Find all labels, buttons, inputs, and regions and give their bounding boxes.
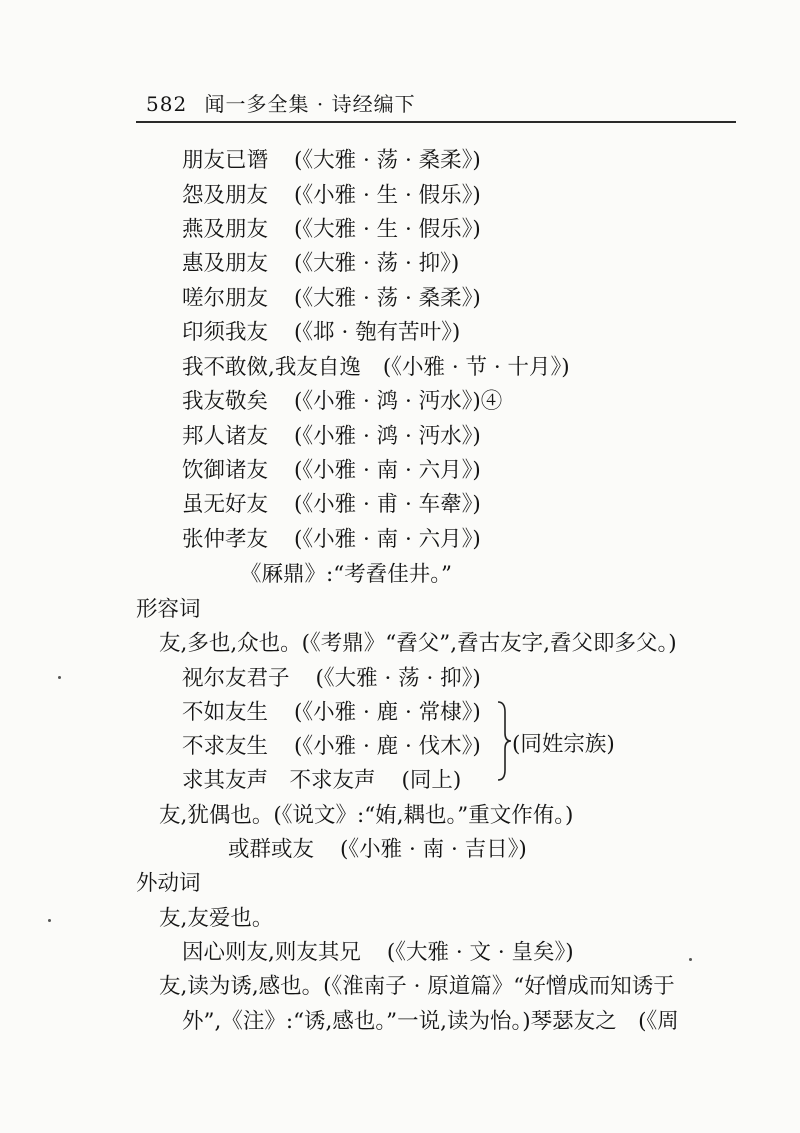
- citation-source: (《小雅 · 鸿 · 沔水》)④: [294, 389, 503, 414]
- citation-source: (《小雅 · 节 · 十月》): [382, 355, 570, 380]
- citation-source: (《大雅 · 荡 · 抑》): [294, 251, 460, 276]
- citation-source: (《小雅 · 生 · 假乐》): [294, 183, 481, 208]
- citation-phrase: 或群或友: [228, 837, 315, 862]
- citation-source: (《大雅 · 荡 · 抑》): [315, 666, 481, 691]
- citation-phrase: 嗟尔朋友: [182, 286, 269, 311]
- citation-line: [182, 147, 481, 175]
- citation-line: [228, 836, 527, 864]
- definition-text: 外”,《注》:“诱,感也。”一说,读为怡。)琴瑟友之 (《周: [182, 1009, 679, 1034]
- scan-speck: [689, 958, 692, 961]
- scan-speck: [48, 919, 51, 922]
- citation-phrase: 因心则友,则友其兄: [182, 940, 361, 965]
- citation-line: [182, 285, 481, 313]
- citation-line: [182, 733, 481, 761]
- bracket-note: (同姓宗族): [512, 732, 615, 757]
- citation-line: [182, 216, 481, 244]
- citation-line: [182, 491, 481, 519]
- citation-phrase: 张仲孝友: [182, 527, 269, 552]
- scan-speck: [58, 676, 61, 679]
- citation-phrase: 不求友生: [182, 734, 269, 759]
- citation-phrase: 惠及朋友: [182, 251, 269, 276]
- page-number: 582: [146, 92, 188, 116]
- citation-source: (《小雅 · 南 · 六月》): [294, 458, 481, 483]
- bronze-quote: 《厤鼎》:“考孴佳井。”: [240, 562, 452, 587]
- book-title: 闻一多全集 · 诗经编下: [204, 92, 416, 116]
- header-rule: [136, 121, 736, 123]
- citation-phrase: 饮御诸友: [182, 458, 269, 483]
- citation-line: [182, 354, 570, 382]
- citation-phrase: 印须我友: [182, 320, 269, 345]
- citation-source: (《大雅 · 文 · 皇矣》): [386, 940, 574, 965]
- citation-line: [182, 767, 461, 795]
- citation-line: [182, 319, 460, 347]
- citation-phrase: 怨及朋友: [182, 183, 269, 208]
- citation-source: (同上): [401, 768, 462, 793]
- citation-line: [182, 665, 481, 693]
- definition-text: 友,多也,众也。(《考鼎》“孴父”,孴古友字,孴父即多父。): [159, 631, 677, 656]
- citation-phrase: 燕及朋友: [182, 217, 269, 242]
- citation-source: (《小雅 · 甫 · 车舝》): [294, 492, 481, 517]
- citation-source: (《大雅 · 荡 · 桑柔》): [294, 286, 481, 311]
- citation-source: (《小雅 · 鸿 · 沔水》): [294, 424, 481, 449]
- citation-line: [182, 182, 481, 210]
- citation-source: (《大雅 · 生 · 假乐》): [294, 217, 481, 242]
- citation-line: [182, 388, 502, 416]
- citation-phrase: 我友敬矣: [182, 389, 269, 414]
- citation-phrase: 我不敢傚,我友自逸: [182, 355, 361, 380]
- citation-phrase: 朋友已谮: [182, 148, 269, 173]
- citation-source: (《小雅 · 鹿 · 常棣》): [294, 700, 481, 725]
- running-header: [146, 88, 416, 117]
- citation-line: [182, 526, 481, 554]
- citation-line: [182, 423, 481, 451]
- citation-source: (《小雅 · 南 · 六月》): [294, 527, 481, 552]
- citation-phrase: 求其友声 不求友声: [182, 768, 376, 793]
- citation-phrase: 邦人诸友: [182, 424, 269, 449]
- citation-phrase: 不如友生: [182, 700, 269, 725]
- definition-text: 友,友爱也。: [159, 906, 274, 931]
- citation-line: [182, 250, 459, 278]
- definition-text: 友,犹偶也。(《说文》:“姷,耦也。”重文作侑。): [159, 803, 574, 828]
- citation-line: [182, 457, 481, 485]
- section-heading-adjective: 形容词: [136, 597, 201, 622]
- section-heading-verb: 外动词: [136, 871, 201, 896]
- citation-line: [182, 699, 481, 727]
- citation-line: [182, 939, 574, 967]
- citation-source: (《小雅 · 鹿 · 伐木》): [294, 734, 481, 759]
- citation-source: (《邶 · 匏有苦叶》): [294, 320, 461, 345]
- citation-source: (《大雅 · 荡 · 桑柔》): [294, 148, 481, 173]
- citation-phrase: 视尔友君子: [182, 666, 290, 691]
- citation-phrase: 虽无好友: [182, 492, 269, 517]
- definition-text: 友,读为诱,感也。(《淮南子 · 原道篇》“好憎成而知诱于: [159, 974, 675, 999]
- citation-source: (《小雅 · 南 · 吉日》): [340, 837, 527, 862]
